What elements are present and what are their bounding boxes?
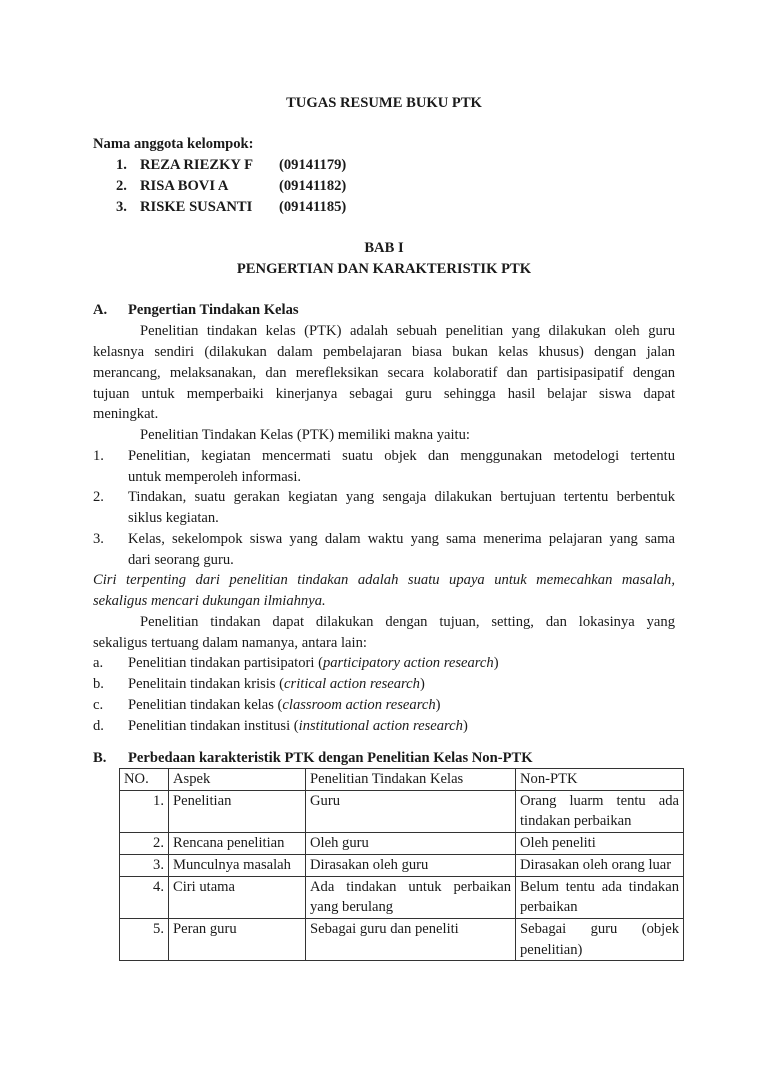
list-item-text: untuk memperoleh informasi.: [128, 469, 302, 485]
table-cell-non-ptk: Dirasakan oleh orang luar: [516, 854, 684, 876]
table-header: Penelitian Tindakan Kelas: [306, 769, 516, 791]
member-id: (09141179): [279, 157, 347, 173]
table-cell-no: 4.: [120, 876, 169, 918]
paragraph-line: Penelitian Tindakan Kelas (PTK) memiliki makna yaitu:: [140, 427, 470, 443]
list-letter: d.: [93, 718, 104, 734]
table-cell-non-ptk: Orang luarm tentu ada tindakan perbaikan: [516, 790, 684, 832]
list-item-text: [128, 695, 441, 716]
table-row: [120, 854, 684, 876]
table-row: [120, 918, 684, 960]
table-row: [120, 790, 684, 832]
section-a-heading: Pengertian Tindakan Kelas: [128, 302, 299, 318]
table-row: [120, 876, 684, 918]
member-id: (09141182): [279, 178, 347, 194]
list-number: 1.: [93, 448, 104, 464]
paragraph-line: tujuan untuk memperbaiki kinerjanya sebagai guru sehingga hasil belajar siswa dapat: [93, 386, 675, 402]
paragraph-line: merancang, melaksanakan, dan merefleksikan secara kolaboratif dan partisipasipatif dengan: [93, 365, 675, 381]
type-english: classroom action research: [282, 697, 436, 713]
list-item-text: Kelas, sekelompok siswa yang dalam waktu yang sama menerima pelajaran yang sama: [128, 531, 675, 547]
table-cell-no: 3.: [120, 854, 169, 876]
type-name: Penelitian tindakan partisipatori (: [128, 655, 323, 671]
paragraph-line: meningkat.: [93, 406, 159, 422]
document-title: TUGAS RESUME BUKU PTK: [286, 95, 482, 111]
type-name: Penelitain tindakan krisis (: [128, 676, 285, 692]
table-cell-no: 2.: [120, 833, 169, 855]
member-number: 3.: [116, 199, 127, 215]
member-name: REZA RIEZKY F: [140, 157, 253, 173]
table-cell-non-ptk: Belum tentu ada tindakan perbaikan: [516, 876, 684, 918]
paragraph-line: kelasnya sendiri (dilakukan dalam pembelajaran biasa bukan kelas khusus) dengan jalan: [93, 344, 675, 360]
table-cell-no: 5.: [120, 918, 169, 960]
list-item-text: [128, 674, 425, 695]
table-cell-non-ptk: Sebagai guru (objek penelitian): [516, 918, 684, 960]
table-cell-ptk: Oleh guru: [306, 833, 516, 855]
section-a-letter: A.: [93, 302, 108, 318]
chapter-title: PENGERTIAN DAN KARAKTERISTIK PTK: [236, 261, 532, 277]
list-letter: a.: [93, 655, 104, 671]
table-cell-no: 1.: [120, 790, 169, 832]
table-header-row: [120, 769, 684, 791]
table-cell-aspek: Peran guru: [169, 918, 306, 960]
type-english: institutional action research: [298, 718, 463, 734]
list-item-text: Penelitian, kegiatan mencermati suatu objek dan menggunakan metodelogi tertentu: [128, 448, 675, 464]
table-header: NO.: [120, 769, 169, 791]
member-name: RISA BOVI A: [140, 178, 229, 194]
table-header: Aspek: [169, 769, 306, 791]
list-item-text: [128, 653, 499, 674]
list-letter: c.: [93, 697, 104, 713]
type-close: ): [493, 655, 499, 671]
section-b-letter: B.: [93, 750, 107, 766]
type-name: Penelitian tindakan institusi (: [128, 718, 299, 734]
table-cell-ptk: Ada tindakan untuk perbaikan yang berulang: [306, 876, 516, 918]
paragraph-line: Penelitian tindakan dapat dilakukan dengan tujuan, setting, dan lokasinya yang: [140, 614, 675, 630]
table-cell-ptk: Dirasakan oleh guru: [306, 854, 516, 876]
table-cell-aspek: Munculnya masalah: [169, 854, 306, 876]
member-number: 2.: [116, 178, 127, 194]
table-cell-non-ptk: Oleh peneliti: [516, 833, 684, 855]
comparison-table: [119, 768, 684, 961]
table-header: Non-PTK: [516, 769, 684, 791]
type-english: critical action research: [284, 676, 420, 692]
italic-statement: Ciri terpenting dari penelitian tindakan adalah suatu upaya untuk memecahkan masalah,: [93, 572, 675, 588]
paragraph-line: Penelitian tindakan kelas (PTK) adalah sebuah penelitian yang dilakukan oleh guru: [140, 323, 675, 339]
list-item-text: [128, 716, 468, 737]
member-number: 1.: [116, 157, 127, 173]
list-letter: b.: [93, 676, 104, 692]
type-close: ): [435, 697, 441, 713]
table-cell-ptk: Guru: [306, 790, 516, 832]
list-item-text: Tindakan, suatu gerakan kegiatan yang sengaja dilakukan bertujuan tertentu berbentuk: [128, 489, 675, 505]
list-number: 2.: [93, 489, 104, 505]
italic-statement: sekaligus mencari dukungan ilmiahnya.: [93, 593, 326, 609]
member-id: (09141185): [279, 199, 347, 215]
type-name: Penelitian tindakan kelas (: [128, 697, 283, 713]
table-cell-aspek: Ciri utama: [169, 876, 306, 918]
list-item-text: siklus kegiatan.: [128, 510, 219, 526]
table-cell-aspek: Penelitian: [169, 790, 306, 832]
members-heading: Nama anggota kelompok:: [93, 136, 254, 152]
member-name: RISKE SUSANTI: [140, 199, 253, 215]
type-close: ): [419, 676, 425, 692]
list-item-text: dari seorang guru.: [128, 552, 234, 568]
table-cell-aspek: Rencana penelitian: [169, 833, 306, 855]
chapter-label: BAB I: [364, 240, 404, 256]
list-number: 3.: [93, 531, 104, 547]
table-row: [120, 833, 684, 855]
type-english: participatory action research: [322, 655, 494, 671]
table-cell-ptk: Sebagai guru dan peneliti: [306, 918, 516, 960]
paragraph-line: sekaligus tertuang dalam namanya, antara lain:: [93, 635, 367, 651]
section-b-heading: Perbedaan karakteristik PTK dengan Penelitian Kelas Non-PTK: [128, 750, 533, 766]
type-close: ): [462, 718, 468, 734]
